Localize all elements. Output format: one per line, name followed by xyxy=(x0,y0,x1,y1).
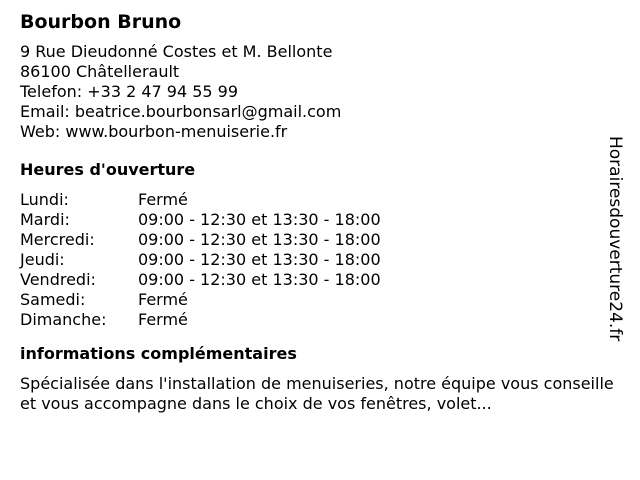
business-name: Bourbon Bruno xyxy=(20,11,182,33)
hours-row-mardi xyxy=(20,210,381,230)
hours-row-mercredi xyxy=(20,230,381,250)
address-line-street: 9 Rue Dieudonné Costes et M. Bellonte xyxy=(20,42,333,61)
hours-row-lundi xyxy=(20,190,381,210)
hours-row-samedi xyxy=(20,290,381,310)
day-label: Jeudi: xyxy=(20,250,65,269)
business-description: Spécialisée dans l'installation de menuiseries, notre équipe vous conseille et vous accompagne dans le choix de vos fenêtres, volet... xyxy=(20,374,614,413)
site-watermark: Horairesdouverture24.fr xyxy=(605,136,625,342)
hours-row-dimanche xyxy=(20,310,381,330)
additional-info-title: informations complémentaires xyxy=(20,344,297,363)
day-label: Dimanche: xyxy=(20,310,107,329)
day-label: Mercredi: xyxy=(20,230,95,249)
address-line-city: 86100 Châtellerault xyxy=(20,62,180,81)
day-hours: 09:00 - 12:30 et 13:30 - 18:00 xyxy=(138,270,381,289)
day-hours: 09:00 - 12:30 et 13:30 - 18:00 xyxy=(138,250,381,269)
business-card xyxy=(20,10,620,414)
day-hours: Fermé xyxy=(138,310,188,329)
website-address: Web: www.bourbon-menuiserie.fr xyxy=(20,122,288,141)
opening-hours-title: Heures d'ouverture xyxy=(20,160,196,179)
day-hours: 09:00 - 12:30 et 13:30 - 18:00 xyxy=(138,210,381,229)
day-label: Mardi: xyxy=(20,210,70,229)
day-label: Lundi: xyxy=(20,190,69,209)
day-hours: Fermé xyxy=(138,190,188,209)
opening-hours-table xyxy=(20,190,381,330)
email-address: Email: beatrice.bourbonsarl@gmail.com xyxy=(20,102,342,121)
day-label: Vendredi: xyxy=(20,270,96,289)
day-hours: Fermé xyxy=(138,290,188,309)
day-hours: 09:00 - 12:30 et 13:30 - 18:00 xyxy=(138,230,381,249)
hours-row-jeudi xyxy=(20,250,381,270)
phone-number: Telefon: +33 2 47 94 55 99 xyxy=(20,82,239,101)
day-label: Samedi: xyxy=(20,290,86,309)
hours-row-vendredi xyxy=(20,270,381,290)
contact-block xyxy=(20,42,620,142)
